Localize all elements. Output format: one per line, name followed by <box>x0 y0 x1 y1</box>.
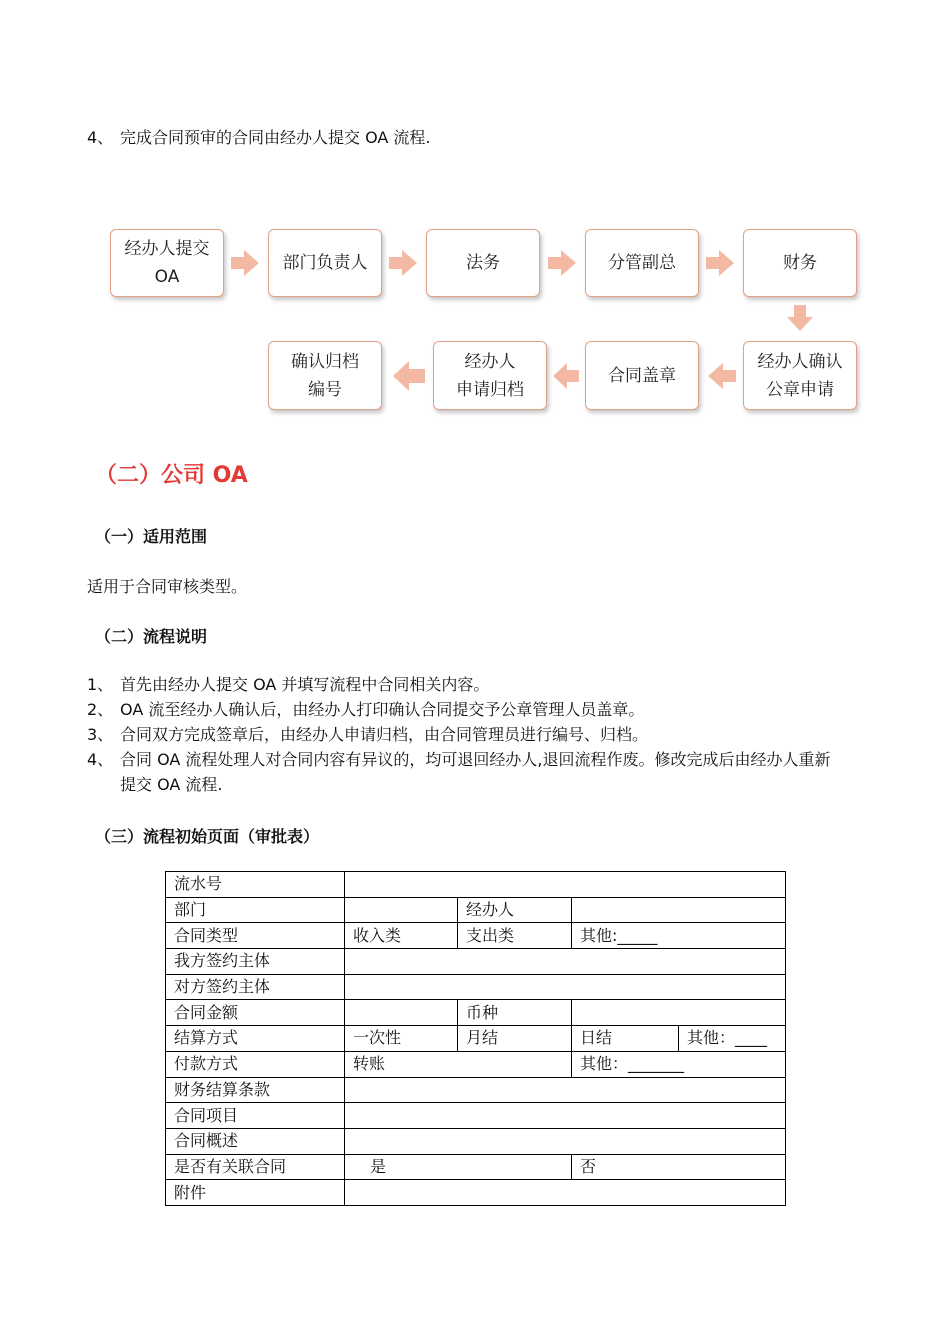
option-expense[interactable]: 支出类 <box>458 923 572 949</box>
item-text: 合同 OA 流程处理人对合同内容有异议的，均可退回经办人,退回流程作废。修改完成后由经办人重新 <box>120 750 831 769</box>
item-number: 2、 <box>87 700 114 719</box>
field-serial[interactable] <box>345 872 786 898</box>
label-amount: 合同金额 <box>166 1000 345 1026</box>
field-handler[interactable] <box>572 897 786 923</box>
field-project[interactable] <box>345 1103 786 1129</box>
option-transfer[interactable]: 转账 <box>345 1051 572 1077</box>
table-row <box>166 1154 786 1180</box>
option-one-time[interactable]: 一次性 <box>345 1026 458 1052</box>
table-row <box>166 1051 786 1077</box>
label-payment: 付款方式 <box>166 1051 345 1077</box>
option-daily[interactable]: 日结 <box>572 1026 679 1052</box>
scope-text: 适用于合同审核类型。 <box>87 577 248 596</box>
subheading-text: 适用范围 <box>143 527 208 546</box>
table-row <box>166 949 786 975</box>
arrow-right-icon <box>389 250 417 276</box>
option-income[interactable]: 收入类 <box>345 923 458 949</box>
option-no[interactable]: 否 <box>572 1154 786 1180</box>
top-list-item <box>87 126 431 150</box>
item-text: 完成合同预审的合同由经办人提交 OA 流程. <box>120 128 431 147</box>
label-attachment: 附件 <box>166 1180 345 1206</box>
arrow-left-icon <box>708 363 736 389</box>
list-item-continuation: 提交 OA 流程. <box>120 775 223 794</box>
arrow-right-icon <box>231 250 259 276</box>
subheading-text: 流程说明 <box>143 627 208 646</box>
flow-box-confirm-seal: 经办人确认 公章申请 <box>743 341 857 410</box>
option-settle-other[interactable]: 其他：____ <box>679 1026 786 1052</box>
flow-box-seal: 合同盖章 <box>585 341 699 410</box>
subheading-form <box>95 824 319 847</box>
list-item <box>87 748 831 772</box>
item-text: OA 流至经办人确认后，由经办人打印确认合同提交予公章管理人员盖章。 <box>120 700 645 719</box>
arrow-right-icon <box>706 250 734 276</box>
item-text: 合同双方完成签章后，由经办人申请归档，由合同管理员进行编号、归档。 <box>120 725 649 744</box>
label-project: 合同项目 <box>166 1103 345 1129</box>
flow-box-confirm-archive: 确认归档 编号 <box>268 341 382 410</box>
item-number: 1、 <box>87 675 114 694</box>
label-serial: 流水号 <box>166 872 345 898</box>
option-monthly[interactable]: 月结 <box>458 1026 572 1052</box>
table-row <box>166 1180 786 1206</box>
arrow-left-icon <box>393 361 425 391</box>
list-item <box>87 723 648 747</box>
flow-box-apply-archive: 经办人 申请归档 <box>433 341 547 410</box>
subheading-number: （三） <box>95 827 144 846</box>
field-summary[interactable] <box>345 1128 786 1154</box>
subheading-number: （一） <box>95 527 144 546</box>
flow-box-deputy-gm: 分管副总 <box>585 229 699 297</box>
subheading-text: 流程初始页面（审批表） <box>143 827 320 846</box>
label-fin-terms: 财务结算条款 <box>166 1077 345 1103</box>
arrow-left-icon <box>553 363 579 389</box>
table-row <box>166 1000 786 1026</box>
flow-box-dept-head: 部门负责人 <box>268 229 382 297</box>
label-other-party: 对方签约主体 <box>166 974 345 1000</box>
table-row <box>166 1128 786 1154</box>
flow-box-finance: 财务 <box>743 229 857 297</box>
arrow-down-icon <box>787 305 813 331</box>
section-title: （二）公司 OA <box>95 463 248 488</box>
field-currency[interactable] <box>572 1000 786 1026</box>
option-pay-other[interactable]: 其他：_______ <box>572 1051 786 1077</box>
field-dept[interactable] <box>345 897 458 923</box>
approval-form-table <box>165 871 786 1206</box>
item-number: 4、 <box>87 750 114 769</box>
table-row <box>166 1077 786 1103</box>
table-row <box>166 1026 786 1052</box>
item-text: 首先由经办人提交 OA 并填写流程中合同相关内容。 <box>120 675 490 694</box>
arrow-right-icon <box>548 250 576 276</box>
label-currency: 币种 <box>458 1000 572 1026</box>
label-related: 是否有关联合同 <box>166 1154 345 1180</box>
field-our-party[interactable] <box>345 949 786 975</box>
label-dept: 部门 <box>166 897 345 923</box>
subheading-scope <box>95 524 207 547</box>
field-amount[interactable] <box>345 1000 458 1026</box>
label-summary: 合同概述 <box>166 1128 345 1154</box>
option-type-other[interactable]: 其他:_____ <box>572 923 786 949</box>
item-number: 4、 <box>87 128 114 147</box>
label-handler: 经办人 <box>458 897 572 923</box>
item-number: 3、 <box>87 725 114 744</box>
subheading-number: （二） <box>95 627 144 646</box>
label-settlement: 结算方式 <box>166 1026 345 1052</box>
table-row <box>166 1103 786 1129</box>
label-contract-type: 合同类型 <box>166 923 345 949</box>
table-row <box>166 974 786 1000</box>
table-row <box>166 872 786 898</box>
field-fin-terms[interactable] <box>345 1077 786 1103</box>
table-row <box>166 897 786 923</box>
field-other-party[interactable] <box>345 974 786 1000</box>
list-item <box>87 673 489 697</box>
flow-box-submit-oa: 经办人提交 OA <box>110 229 224 297</box>
field-attachment[interactable] <box>345 1180 786 1206</box>
list-item <box>87 698 644 722</box>
label-our-party: 我方签约主体 <box>166 949 345 975</box>
subheading-process <box>95 624 207 647</box>
flow-box-legal: 法务 <box>426 229 540 297</box>
table-row <box>166 923 786 949</box>
option-yes[interactable]: 是 <box>345 1154 572 1180</box>
